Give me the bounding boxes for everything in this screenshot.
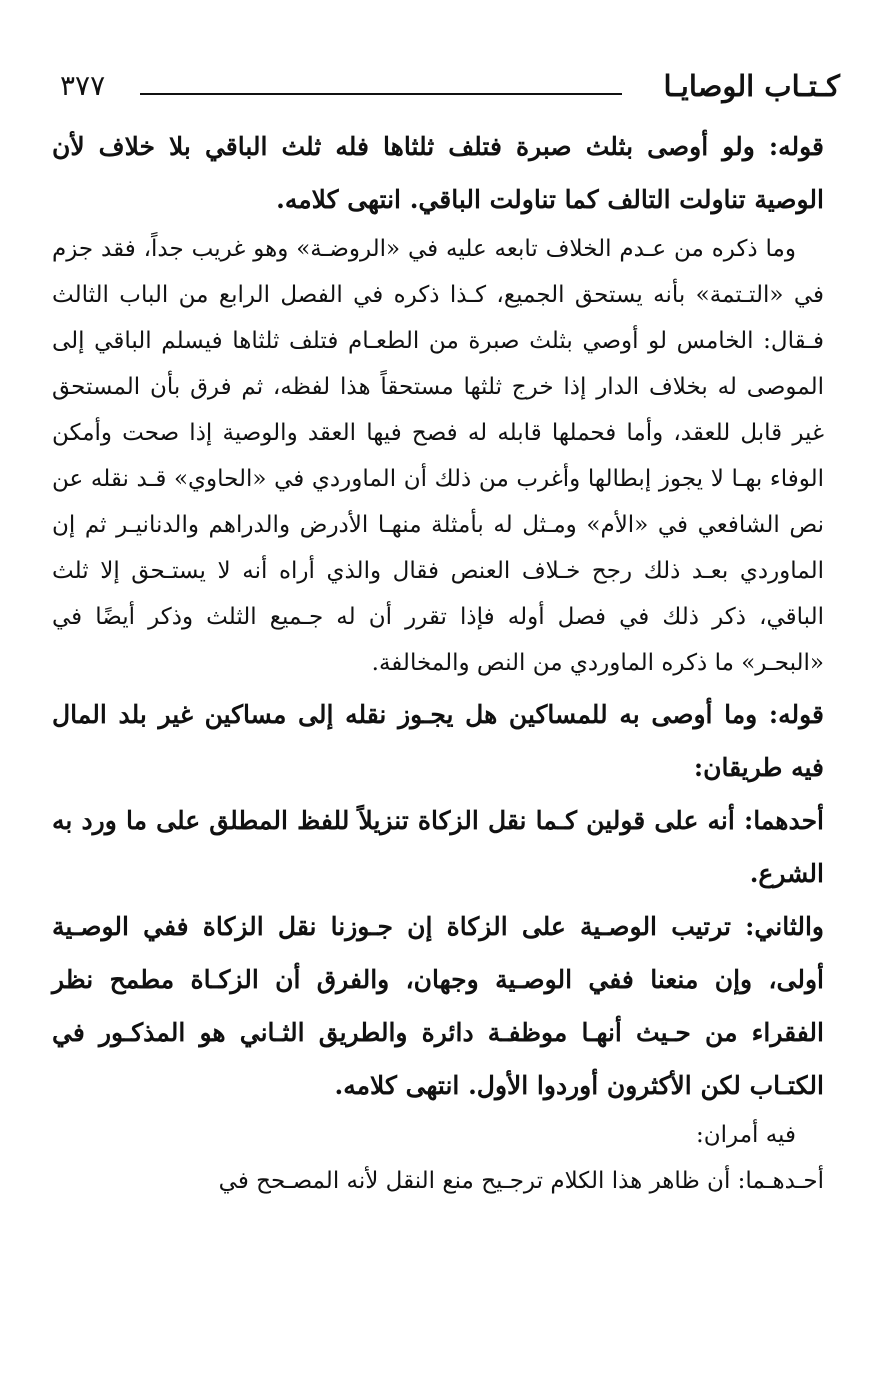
- quote-paragraph-2: قوله: وما أوصى به للمساكين هل يجـوز نقله إلى مساكين غير بلد المال فيه طريقان:: [52, 700, 824, 782]
- page-number: ٣٧٧: [60, 69, 106, 102]
- commentary-paragraph-1: وما ذكره من عـدم الخلاف تابعه عليه في «الروضـة» وهو غريب جداً، فقد جزم في «التـتمة» بأنه يستحق الجميع، كـذا ذكره في الفصل الرابع من الباب الثالث فـقال: الخامس لو أوصي بثلث صبرة من الطعـام فتلف ثلثاها فيسلم الباقي إلى الموصى له بخلاف الدار إذا خرج ثلثها مستحقاً هذا لفظه، ثم فرق بأن المستحق غير قابل للعقد، وأما فحملها قابله له فصح فيها العقد والوصية إذا صحت وأمكن الوفاء بهـا لا يجوز إبطالها وأغرب من ذلك أن الماوردي في «الحاوي» قـد نقله عن نص الشافعي في «الأم» ومـثل له بأمثلة منهـا الأدرض والدراهم والدنانيـر ثم إن الماوردي بعـد ذلك رجح خـلاف العنص فقال والذي أراه أنه لا يستـحق إلا ثلث الباقي، ذكر ذلك في فصل أوله فإذا تقرر أن له جـميع الثلث وذكر أيضًا في «البحـر» ما ذكره الماوردي من النص والمخالفة.: [52, 236, 824, 676]
- commentary-paragraph-2: فيه أمران:: [695, 1122, 796, 1148]
- quote-paragraph-1: قوله: ولو أوصى بثلث صبرة فتلف ثلثاها فله ثلث الباقي بلا خلاف لأن الوصية تناولت التالف كما تناولت الباقي. انتهى كلامه.: [52, 132, 824, 214]
- quote-paragraph-4: والثاني: ترتيب الوصـية على الزكاة إن جـوزنا نقل الزكاة ففي الوصـية أولى، وإن منعنا ففي الوصـية وجهان، والفرق أن الزكـاة مطمح نظر الفقراء من حـيث أنهـا موظفـة دائرة والطريق الثـاني هو المذكـور في الكتـاب لكن الأكثرون أوردوا الأول. انتهى كلامه.: [52, 912, 824, 1100]
- body-text: [52, 120, 824, 1204]
- page-header: [60, 66, 840, 106]
- commentary-paragraph-3: أحـدهـما: أن ظاهر هذا الكلام ترجـيح منع النقل لأنه المصـحح في: [218, 1168, 824, 1194]
- running-title: كـتـاب الوصايـا: [663, 69, 840, 103]
- header-rule: [140, 93, 622, 95]
- quote-paragraph-3: أحدهما: أنه على قولين كـما نقل الزكاة تنزيلاً للفظ المطلق على ما ورد به الشرع.: [52, 806, 824, 888]
